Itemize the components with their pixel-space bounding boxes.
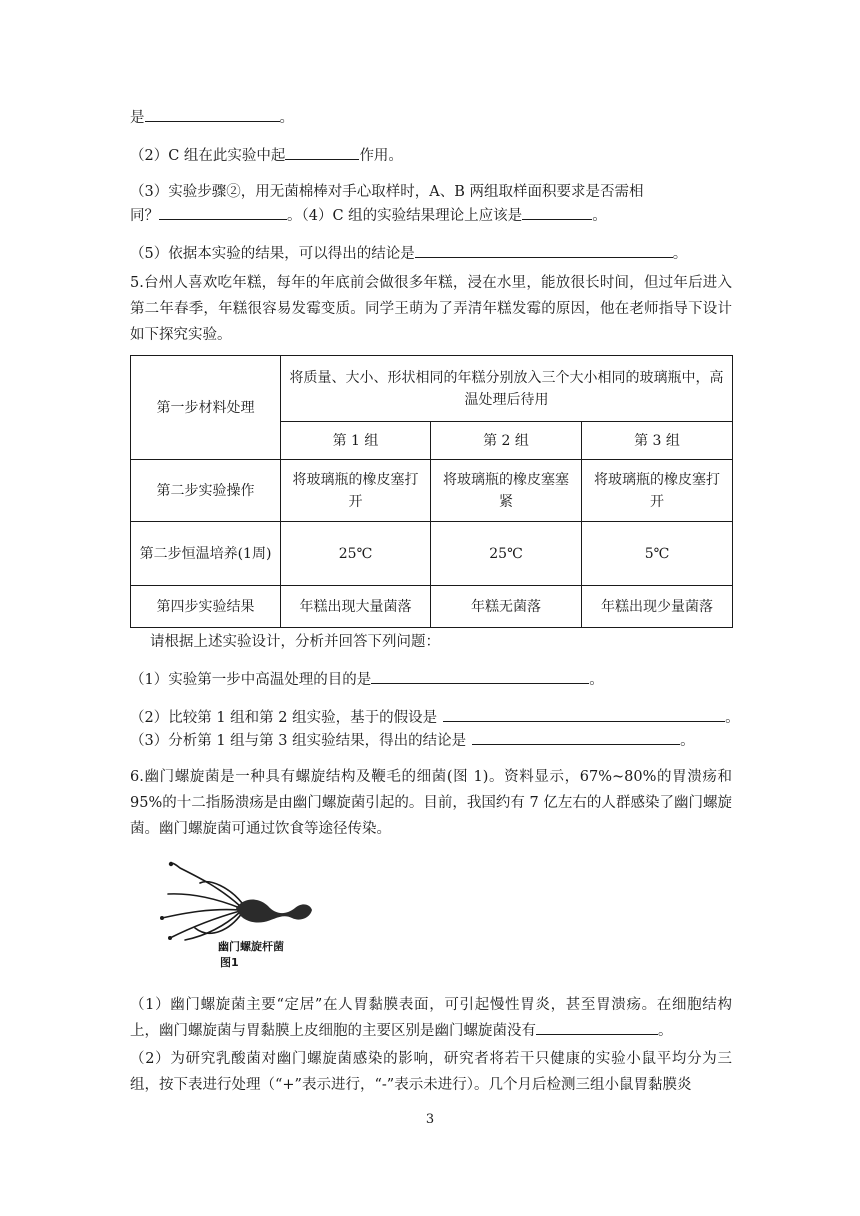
q5-sub1: （1）实验第一步中高温处理的目的是 。 xyxy=(130,668,604,690)
group-header: 第 3 组 xyxy=(582,422,733,460)
q5-sub2: （2）比较第 1 组和第 2 组实验，基于的假设是 。 xyxy=(130,706,740,728)
q5-prompt: 请根据上述实验设计，分析并回答下列问题： xyxy=(150,634,440,650)
table-cell: 25℃ xyxy=(431,522,582,586)
step1-desc: 将质量、大小、形状相同的年糕分别放入三个大小相同的玻璃瓶中，高温处理后待用 xyxy=(281,356,733,422)
experiment-table xyxy=(130,355,733,628)
table-cell: 将玻璃瓶的橡皮塞塞紧 xyxy=(431,460,582,522)
answer-blank[interactable] xyxy=(472,729,680,745)
group-header: 第 1 组 xyxy=(281,422,431,460)
answer-blank[interactable] xyxy=(443,706,725,722)
step2-label: 第二步实验操作 xyxy=(131,460,281,522)
table-cell: 年糕无菌落 xyxy=(431,586,582,628)
answer-blank[interactable] xyxy=(371,668,589,684)
q5-intro: 5.台州人喜欢吃年糕，每年的年底前会做很多年糕，浸在水里，能放很长时间，但过年后进入第二年春季，年糕很容易发霉变质。同学王萌为了弄清年糕发霉的原因，他在老师指导下设计如下探究实验。 xyxy=(130,275,732,343)
q4-sub3-line1: （3）实验步骤②，用无菌棉棒对手心取样时，A、B 两组取样面积要求是否需相 xyxy=(130,184,644,200)
step1-label: 第一步材料处理 xyxy=(131,356,281,460)
table-cell: 25℃ xyxy=(281,522,431,586)
table-cell: 年糕出现少量菌落 xyxy=(582,586,733,628)
answer-blank[interactable] xyxy=(415,242,673,258)
step4-label: 第四步实验结果 xyxy=(131,586,281,628)
helicobacter-illustration xyxy=(150,858,320,968)
q6-intro: 6.幽门螺旋菌是一种具有螺旋结构及鞭毛的细菌(图 1)。资料显示，67%~80%的胃溃疡和 95%的十二指肠溃疡是由幽门螺旋菌引起的。目前，我国约有 7 亿左右的人群感染了幽门螺旋菌。幽门螺旋菌可通过饮食等途径传染。 xyxy=(130,769,732,837)
group-header: 第 2 组 xyxy=(431,422,582,460)
flagellum xyxy=(170,863,240,906)
answer-blank[interactable] xyxy=(159,204,287,220)
flagellum xyxy=(168,894,240,908)
q6-sub2: （2）为研究乳酸菌对幽门螺旋菌感染的影响，研究者将若干只健康的实验小鼠平均分为三组，按下表进行处理（“+”表示进行，“-”表示未进行）。几个月后检测三组小鼠胃黏膜炎 xyxy=(130,1051,732,1093)
answer-blank[interactable] xyxy=(145,106,280,122)
answer-blank[interactable] xyxy=(522,204,592,220)
bacterium-body xyxy=(236,900,312,923)
q4-sub2: （2）C 组在此实验中起 作用。 xyxy=(130,144,403,166)
table-cell: 将玻璃瓶的橡皮塞打开 xyxy=(582,460,733,522)
q4-line1: 是 。 xyxy=(130,106,294,128)
bacteria-figure xyxy=(150,858,320,968)
q6-sub1: （1）幽门螺旋菌主要“定居”在人胃黏膜表面，可引起慢性胃炎，甚至胃溃疡。在细胞结构上，幽门螺旋菌与胃黏膜上皮细胞的主要区别是幽门螺旋菌没有 。 xyxy=(130,997,732,1039)
answer-blank[interactable] xyxy=(285,144,359,160)
answer-blank[interactable] xyxy=(536,1019,658,1035)
table-cell: 将玻璃瓶的橡皮塞打开 xyxy=(281,460,431,522)
flagellum xyxy=(185,912,240,940)
q5-sub3: （3）分析第 1 组与第 3 组实验结果，得出的结论是 。 xyxy=(130,729,695,751)
page-number: 3 xyxy=(425,1112,435,1127)
figure-caption: 图1 xyxy=(220,956,239,968)
step3-label: 第二步恒温培养(1周) xyxy=(131,522,281,586)
table-cell: 年糕出现大量菌落 xyxy=(281,586,431,628)
figure-label: 幽门螺旋杆菌 xyxy=(218,940,284,953)
flagellum xyxy=(200,882,242,903)
q4-sub5: （5）依据本实验的结果，可以得出的结论是 。 xyxy=(130,242,687,264)
table-cell: 5℃ xyxy=(582,522,733,586)
q4-sub3-line2: 同？ 。（4）C 组的实验结果理论上应该是 。 xyxy=(130,204,607,226)
